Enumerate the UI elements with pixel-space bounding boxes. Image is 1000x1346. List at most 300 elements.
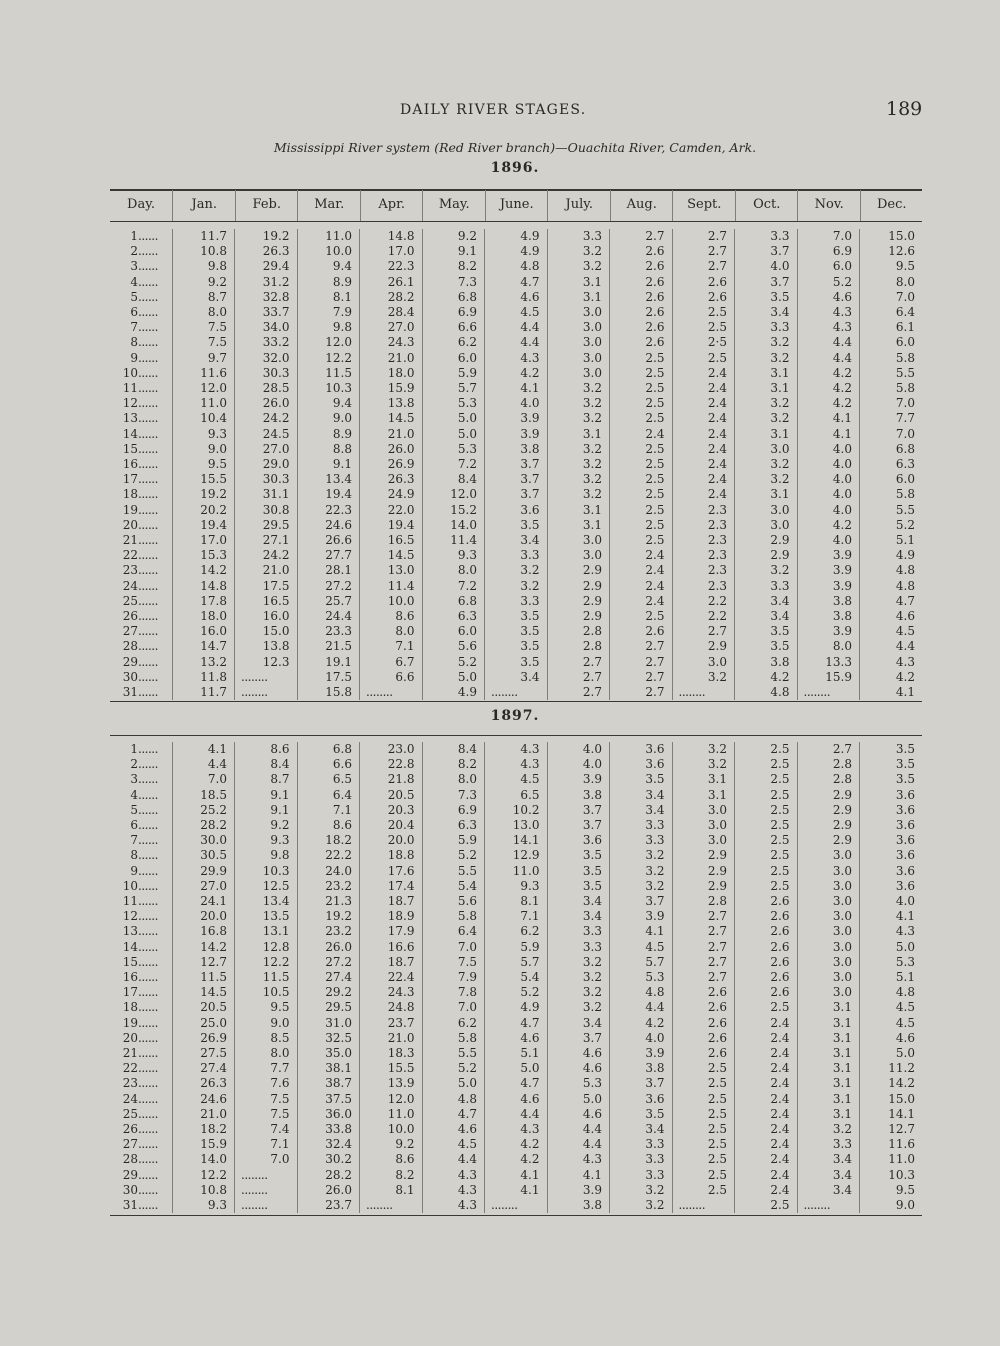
stage-value-cell: 24.0 (297, 864, 360, 879)
stage-value-cell: 9.3 (172, 1198, 235, 1213)
stage-value-cell: 3.5 (485, 624, 548, 639)
stage-value-cell: 3.5 (735, 290, 798, 305)
stage-value-cell: 2.7 (797, 742, 860, 757)
leader-dots: ...... (138, 1030, 158, 1045)
stage-value-cell: 4.3 (797, 305, 860, 320)
stage-value-cell: 6.2 (485, 924, 548, 939)
stage-value-cell: 2.4 (735, 1152, 798, 1167)
stage-value-cell: 2.3 (672, 503, 735, 518)
page-number: 189 (886, 98, 923, 120)
stage-value-cell: 4.8 (860, 985, 923, 1000)
stage-value-cell: 27.2 (297, 955, 360, 970)
table-row (110, 1061, 922, 1076)
day-number: 8 (130, 335, 138, 350)
stage-value-cell: 21.5 (297, 639, 360, 654)
stage-value-cell: 5.9 (422, 366, 485, 381)
day-cell (110, 533, 172, 548)
stage-value-cell: 13.8 (360, 396, 423, 411)
table-row (110, 940, 922, 955)
stage-value-cell: 2.4 (610, 563, 673, 578)
stage-value-cell: 4.8 (860, 579, 923, 594)
stage-value-cell: 9.2 (172, 275, 235, 290)
day-number: 10 (122, 878, 138, 893)
stage-value-cell: 4.1 (172, 742, 235, 757)
stage-value-cell: 33.2 (235, 335, 298, 350)
stage-value-cell: 3.2 (797, 1122, 860, 1137)
stage-value-cell: 28.2 (360, 290, 423, 305)
stage-value-cell: 10.3 (860, 1168, 923, 1183)
day-cell (110, 563, 172, 578)
stage-value-cell: 24.6 (297, 518, 360, 533)
stage-value-cell: 8.0 (797, 639, 860, 654)
stage-value-cell: 6.2 (422, 335, 485, 350)
stage-value-cell: 5.3 (422, 396, 485, 411)
stage-value-cell: 7.6 (235, 1076, 298, 1091)
leader-dots: ...... (138, 1000, 158, 1015)
stage-value-cell: 4.1 (610, 924, 673, 939)
stage-value-cell: 2.5 (610, 472, 673, 487)
stage-value-cell: 7.3 (422, 275, 485, 290)
stage-value-cell: 4.4 (547, 1137, 610, 1152)
day-number: 27 (122, 1137, 138, 1152)
stage-value-cell: 15.3 (172, 548, 235, 563)
stage-value-cell: 2.7 (672, 909, 735, 924)
stage-value-cell: 3.6 (860, 848, 923, 863)
stage-value-cell: 4.7 (485, 1076, 548, 1091)
stage-value-cell: 3.0 (797, 985, 860, 1000)
stage-value-cell: 20.0 (172, 909, 235, 924)
stage-value-cell: 2.5 (672, 1092, 735, 1107)
stage-value-cell: 4.4 (485, 335, 548, 350)
stage-value-cell: 17.0 (360, 244, 423, 259)
stage-value-cell: 36.0 (297, 1107, 360, 1122)
day-number: 2 (130, 757, 138, 772)
day-cell (110, 1168, 172, 1183)
stage-value-cell: 4.6 (485, 290, 548, 305)
table-row (110, 742, 922, 757)
stage-value-cell: 3.0 (547, 366, 610, 381)
leader-dots: ...... (138, 502, 158, 517)
stage-value-cell: 2.8 (547, 624, 610, 639)
stage-value-cell: 21.0 (360, 427, 423, 442)
stage-value-cell: 32.4 (297, 1137, 360, 1152)
empty-cell: ........ (360, 1198, 423, 1213)
stage-value-cell: 3.0 (547, 533, 610, 548)
day-number: 6 (130, 305, 138, 320)
stage-value-cell: 8.7 (235, 772, 298, 787)
stage-value-cell: 2.4 (735, 1092, 798, 1107)
stage-value-cell: 3.4 (610, 803, 673, 818)
stage-value-cell: 19.2 (172, 487, 235, 502)
stage-value-cell: 3.2 (735, 457, 798, 472)
stage-value-cell: 2.8 (547, 639, 610, 654)
stage-value-cell: 14.2 (172, 563, 235, 578)
day-cell (110, 879, 172, 894)
stage-value-cell: 15.8 (297, 685, 360, 700)
stage-value-cell: 12.0 (422, 487, 485, 502)
leader-dots: ...... (138, 909, 158, 924)
stage-value-cell: 4.4 (485, 1107, 548, 1122)
stage-value-cell: 9.8 (235, 848, 298, 863)
leader-dots: ...... (138, 1137, 158, 1152)
stage-value-cell: 2.5 (735, 742, 798, 757)
stage-value-cell: 16.6 (360, 940, 423, 955)
day-cell (110, 864, 172, 879)
stage-value-cell: 10.2 (485, 803, 548, 818)
stage-value-cell: 2.5 (672, 1168, 735, 1183)
day-number: 21 (122, 1046, 138, 1061)
stage-value-cell: 37.5 (297, 1092, 360, 1107)
stage-value-cell: 3.0 (797, 864, 860, 879)
stage-value-cell: 2.7 (610, 685, 673, 700)
stage-value-cell: 2.5 (672, 1122, 735, 1137)
stage-value-cell: 9.0 (297, 411, 360, 426)
day-number: 10 (122, 365, 138, 380)
stage-value-cell: 21.8 (360, 772, 423, 787)
leader-dots: ...... (138, 802, 158, 817)
leader-dots: ...... (138, 939, 158, 954)
stage-value-cell: 2.5 (735, 757, 798, 772)
leader-dots: ...... (138, 578, 158, 593)
stage-value-cell: 30.2 (297, 1152, 360, 1167)
leader-dots: ...... (138, 848, 158, 863)
stage-value-cell: 3.3 (610, 1168, 673, 1183)
empty-cell: ........ (672, 685, 735, 700)
stage-value-cell: 2.5 (672, 1152, 735, 1167)
stage-value-cell: 4.8 (735, 685, 798, 700)
table-row (110, 970, 922, 985)
stage-value-cell: 3.0 (735, 503, 798, 518)
stage-value-cell: 3.5 (860, 757, 923, 772)
day-cell (110, 457, 172, 472)
stage-value-cell: 20.0 (360, 833, 423, 848)
stage-value-cell: 4.9 (422, 685, 485, 700)
stage-value-cell: 2.6 (672, 1000, 735, 1015)
stage-value-cell: 7.5 (235, 1092, 298, 1107)
stage-value-cell: 11.2 (860, 1061, 923, 1076)
stage-value-cell: 3.9 (610, 1046, 673, 1061)
stage-value-cell: 16.0 (235, 609, 298, 624)
stage-value-cell: 4.8 (485, 259, 548, 274)
stage-value-cell: 4.9 (860, 548, 923, 563)
stage-value-cell: 14.1 (860, 1107, 923, 1122)
stage-value-cell: 3.0 (797, 940, 860, 955)
stage-value-cell: 4.9 (485, 229, 548, 244)
stage-value-cell: 3.2 (672, 670, 735, 685)
day-cell (110, 305, 172, 320)
stage-value-cell: 2.5 (735, 788, 798, 803)
stage-value-cell: 2.3 (672, 563, 735, 578)
table-row (110, 244, 922, 259)
stage-value-cell: 4.6 (422, 1122, 485, 1137)
stage-value-cell: 12.2 (235, 955, 298, 970)
table-row (110, 955, 922, 970)
stage-value-cell: 5.7 (485, 955, 548, 970)
leader-dots: ...... (138, 1152, 158, 1167)
stage-value-cell: 4.3 (797, 320, 860, 335)
stage-value-cell: 5.0 (422, 427, 485, 442)
stage-value-cell: 16.8 (172, 924, 235, 939)
stage-value-cell: 9.3 (485, 879, 548, 894)
stage-value-cell: 6.2 (422, 1016, 485, 1031)
stage-value-cell: 5.4 (422, 879, 485, 894)
stage-value-cell: 2.4 (672, 396, 735, 411)
day-cell (110, 985, 172, 1000)
stage-value-cell: 8.0 (422, 772, 485, 787)
stage-value-cell: 3.5 (485, 655, 548, 670)
stage-value-cell: 2.5 (735, 1198, 798, 1213)
stage-value-cell: 4.1 (860, 909, 923, 924)
stage-value-cell: 2.6 (672, 1016, 735, 1031)
leader-dots: ...... (138, 320, 158, 335)
stage-value-cell: 3.2 (610, 1183, 673, 1198)
stage-value-cell: 5.8 (860, 351, 923, 366)
day-number: 6 (130, 818, 138, 833)
stage-value-cell: 5.8 (422, 909, 485, 924)
stage-value-cell: 16.5 (235, 594, 298, 609)
stage-value-cell: 12.6 (860, 244, 923, 259)
stage-value-cell: 3.8 (485, 442, 548, 457)
stage-value-cell: 23.2 (297, 879, 360, 894)
stage-value-cell: 4.6 (547, 1046, 610, 1061)
stage-value-cell: 4.0 (860, 894, 923, 909)
stage-value-cell: 27.2 (297, 579, 360, 594)
stage-value-cell: 3.5 (735, 639, 798, 654)
day-cell (110, 472, 172, 487)
stage-value-cell: 22.8 (360, 757, 423, 772)
stage-value-cell: 3.2 (735, 351, 798, 366)
stage-value-cell: 2.7 (610, 655, 673, 670)
stage-value-cell: 29.5 (297, 1000, 360, 1015)
stage-value-cell: 6.1 (860, 320, 923, 335)
stage-value-cell: 3.0 (547, 335, 610, 350)
stage-value-cell: 8.2 (422, 259, 485, 274)
stage-value-cell: 7.5 (422, 955, 485, 970)
stage-value-cell: 2.7 (672, 940, 735, 955)
stage-value-cell: 4.3 (485, 351, 548, 366)
column-header-jan: Jan. (172, 190, 236, 222)
stage-value-cell: 3.0 (547, 548, 610, 563)
stage-value-cell: 9.5 (860, 1183, 923, 1198)
stage-value-cell: 21.0 (360, 351, 423, 366)
stage-value-cell: 2.6 (735, 924, 798, 939)
stage-value-cell: 7.4 (235, 1122, 298, 1137)
stage-value-cell: 3.1 (735, 366, 798, 381)
stage-value-cell: 4.7 (485, 275, 548, 290)
leader-dots: ...... (138, 970, 158, 985)
stage-value-cell: 3.0 (735, 518, 798, 533)
day-cell (110, 290, 172, 305)
stage-value-cell: 9.2 (360, 1137, 423, 1152)
stage-value-cell: 7.0 (422, 940, 485, 955)
leader-dots: ...... (138, 1015, 158, 1030)
stage-value-cell: 2.5 (672, 305, 735, 320)
table-row (110, 229, 922, 244)
table-row (110, 533, 922, 548)
stage-value-cell: 6.9 (797, 244, 860, 259)
stage-value-cell: 4.0 (547, 742, 610, 757)
day-cell (110, 924, 172, 939)
table-row (110, 639, 922, 654)
table-row (110, 685, 922, 700)
column-header-feb: Feb. (235, 190, 299, 222)
day-cell (110, 609, 172, 624)
table-row (110, 472, 922, 487)
leader-dots: ...... (138, 441, 158, 456)
stage-value-cell: 3.1 (797, 1107, 860, 1122)
table-row (110, 579, 922, 594)
stage-value-cell: 7.2 (422, 579, 485, 594)
stage-value-cell: 4.2 (797, 366, 860, 381)
stage-value-cell: 3.0 (672, 818, 735, 833)
stage-value-cell: 26.6 (297, 533, 360, 548)
stage-value-cell: 4.1 (797, 427, 860, 442)
stage-value-cell: 2.5 (610, 457, 673, 472)
stage-value-cell: 15.5 (172, 472, 235, 487)
stage-value-cell: 11.6 (860, 1137, 923, 1152)
day-number: 29 (122, 654, 138, 669)
table-row (110, 1016, 922, 1031)
stage-value-cell: 14.1 (485, 833, 548, 848)
stage-value-cell: 4.4 (485, 320, 548, 335)
stage-value-cell: 3.2 (485, 579, 548, 594)
stage-value-cell: 14.5 (172, 985, 235, 1000)
stage-value-cell: 2.5 (610, 396, 673, 411)
table-row (110, 909, 922, 924)
stage-value-cell: 3.2 (547, 381, 610, 396)
stage-value-cell: 2.4 (672, 411, 735, 426)
stage-value-cell: 24.2 (235, 411, 298, 426)
stage-value-cell: 3.8 (547, 788, 610, 803)
stage-value-cell: 14.0 (172, 1152, 235, 1167)
stage-value-cell: 3.1 (547, 518, 610, 533)
stage-value-cell: 3.2 (547, 411, 610, 426)
stage-value-cell: 8.0 (172, 305, 235, 320)
day-cell (110, 396, 172, 411)
stage-value-cell: 12.0 (297, 335, 360, 350)
stage-value-cell: 35.0 (297, 1046, 360, 1061)
stage-value-cell: 3.9 (547, 772, 610, 787)
stage-value-cell: 3.1 (735, 427, 798, 442)
leader-dots: ...... (138, 563, 158, 578)
day-cell (110, 503, 172, 518)
stage-value-cell: 12.8 (235, 940, 298, 955)
stage-value-cell: 6.7 (360, 655, 423, 670)
day-cell (110, 1107, 172, 1122)
table-row (110, 487, 922, 502)
stage-value-cell: 2.9 (735, 548, 798, 563)
stage-value-cell: 4.0 (797, 442, 860, 457)
stage-value-cell: 3.2 (735, 472, 798, 487)
stage-value-cell: 3.9 (547, 1183, 610, 1198)
stage-value-cell: 8.1 (485, 894, 548, 909)
stage-value-cell: 3.9 (797, 579, 860, 594)
stage-value-cell: 24.6 (172, 1092, 235, 1107)
stage-value-cell: 3.7 (547, 803, 610, 818)
table-row (110, 879, 922, 894)
stage-value-cell: 14.2 (172, 940, 235, 955)
table-row (110, 1168, 922, 1183)
stage-value-cell: 4.3 (547, 1152, 610, 1167)
stage-value-cell: 2.6 (735, 970, 798, 985)
stage-value-cell: 18.0 (360, 366, 423, 381)
stage-value-cell: 4.6 (547, 1107, 610, 1122)
table-row (110, 803, 922, 818)
stage-value-cell: 13.5 (235, 909, 298, 924)
stage-value-cell: 2.9 (547, 579, 610, 594)
stage-value-cell: 2.4 (735, 1137, 798, 1152)
stage-value-cell: 2.2 (672, 594, 735, 609)
stage-value-cell: 2.7 (672, 244, 735, 259)
day-number: 30 (122, 1182, 138, 1197)
stage-value-cell: 6.0 (797, 259, 860, 274)
stage-value-cell: 31.0 (297, 1016, 360, 1031)
leader-dots: ...... (138, 457, 158, 472)
day-cell (110, 594, 172, 609)
stage-value-cell: 6.8 (422, 594, 485, 609)
table-row (110, 518, 922, 533)
stage-value-cell: 3.6 (610, 1092, 673, 1107)
empty-cell: ........ (235, 1183, 298, 1198)
leader-dots: ...... (138, 985, 158, 1000)
column-header-aug: Aug. (610, 190, 674, 222)
stage-value-cell: 11.0 (172, 396, 235, 411)
stage-value-cell: 13.4 (235, 894, 298, 909)
stage-value-cell: 2.5 (610, 442, 673, 457)
stage-value-cell: 7.7 (860, 411, 923, 426)
stage-value-cell: 6.0 (860, 335, 923, 350)
stage-value-cell: 3.5 (485, 639, 548, 654)
day-cell (110, 320, 172, 335)
stage-value-cell: 2.6 (672, 985, 735, 1000)
day-cell (110, 548, 172, 563)
stage-value-cell: 8.4 (422, 472, 485, 487)
leader-dots: ...... (138, 426, 158, 441)
stage-value-cell: 10.0 (360, 594, 423, 609)
stage-value-cell: 2.4 (672, 472, 735, 487)
table-row (110, 503, 922, 518)
stage-value-cell: 27.0 (172, 879, 235, 894)
stage-value-cell: 32.8 (235, 290, 298, 305)
stage-value-cell: 3.9 (797, 548, 860, 563)
stage-value-cell: 7.1 (360, 639, 423, 654)
stage-value-cell: 3.9 (610, 909, 673, 924)
table-row (110, 411, 922, 426)
stage-value-cell: 5.8 (860, 487, 923, 502)
empty-cell: ........ (360, 685, 423, 700)
stage-value-cell: 12.2 (297, 351, 360, 366)
stage-value-cell: 28.5 (235, 381, 298, 396)
section-rule (110, 701, 922, 702)
stage-value-cell: 5.1 (860, 970, 923, 985)
stage-value-cell: 4.0 (797, 472, 860, 487)
leader-dots: ...... (138, 1061, 158, 1076)
stage-value-cell: 11.5 (172, 970, 235, 985)
stage-value-cell: 7.8 (422, 985, 485, 1000)
stage-value-cell: 4.3 (860, 655, 923, 670)
stage-value-cell: 29.0 (235, 457, 298, 472)
stage-value-cell: 38.1 (297, 1061, 360, 1076)
day-number: 23 (122, 563, 138, 578)
day-number: 4 (130, 274, 138, 289)
day-cell (110, 818, 172, 833)
stage-value-cell: 3.0 (672, 833, 735, 848)
stage-value-cell: 3.7 (735, 244, 798, 259)
day-number: 16 (122, 970, 138, 985)
stage-value-cell: 3.6 (860, 833, 923, 848)
day-cell (110, 955, 172, 970)
stage-value-cell: 3.0 (797, 924, 860, 939)
